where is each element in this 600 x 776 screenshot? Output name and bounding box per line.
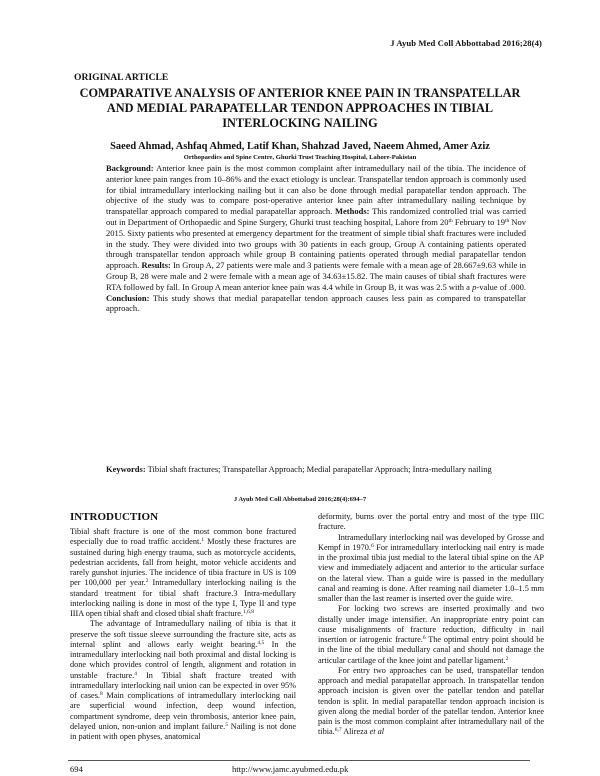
citation-superscript: 1,6,8 bbox=[242, 609, 254, 615]
abstract-results: In Group A, 27 patients were male and 3 patients were female with a mean age of 28.667±9.63 while in Group B, 28 were male and 2 were female with a mean age of 34.63±15.82. The main causes of tibial shaft fractures were RTA followed by fall. In Group A mean anterior knee pain was 4.4 while in Group B, it was was 2.5 with a bbox=[106, 260, 527, 292]
superscript: th bbox=[448, 217, 453, 224]
abstract-conclusion-label: Conclusion: bbox=[106, 292, 150, 303]
citation-superscript: 2 bbox=[145, 578, 149, 585]
abstract-background: Anterior knee pain is the most common complaint after intramedullary nail of the tibia. The incidence of anterior knee pain ranges from 10–86% and the exact etiology is unclear. Transpatellar tendon approach is commonly used for tibial intramedullary interlocking nailing but it can also be done through medial parapatellar tendon approach. The objective of the study was to compare post-operative anterior knee pain after intramedullary nailing technique by transpatellar approach compared to medial parapatellar approach. bbox=[106, 163, 527, 217]
citation-superscript: 6,7 bbox=[334, 727, 342, 734]
keywords bbox=[106, 464, 526, 475]
citation-superscript: 1 bbox=[201, 537, 205, 544]
body-paragraph: For entry two approaches can be used, transpatellar tendon approach and medial parapatellar approach. In transpatellar tendon approach incision is given over the patellar tendon and patellar tendon is split. In medial parapatellar tendon approach incision is given along the medial border of the patellar tendon. Anterior knee pain is the most common complaint after intramedullary nail of the tibia.$^{6,7}$ Alireza et al bbox=[318, 665, 544, 737]
article-type-label: ORIGINAL ARTICLE bbox=[74, 72, 169, 83]
body-paragraph: deformity, burns over the portal entry and most of the type IIIC fracture. bbox=[318, 512, 544, 532]
journal-url[interactable]: http://www.jamc.ayubmed.edu.pk bbox=[232, 764, 349, 774]
journal-header: J Ayub Med Coll Abbottabad 2016;28(4) bbox=[390, 38, 542, 48]
et-al-italic: et al bbox=[369, 727, 384, 737]
keywords-text: Tibial shaft fractures; Transpatellar Approach; Medial parapatellar Approach; Intra-medullary nailing bbox=[147, 464, 492, 474]
citation-superscript: 8 bbox=[100, 691, 103, 697]
article-title: COMPARATIVE ANALYSIS OF ANTERIOR KNEE PAIN IN TRANSPATELLAR AND MEDIAL PARAPATELLAR TENDON APPROACHES IN TIBIAL INTERLOCKING NAILING bbox=[79, 86, 521, 131]
citation-superscript: 6 bbox=[370, 542, 374, 549]
author-list: Saeed Ahmad, Ashfaq Ahmed, Latif Khan, Shahzad Javed, Naeem Ahmed, Amer Aziz bbox=[110, 141, 490, 152]
body-paragraph: For locking two screws are inserted proximally and two distally under image intensifier. An inappropriate entry point can cause misalignments of fracture reduction, difficulty in nail insertion or iatrogenic fracture.$^6$ The optimal entry point should be in the line of the tibial medullary canal and should not damage the articular cartilage of the knee joint and patellar ligament.$^2$ bbox=[318, 604, 544, 665]
keywords-label: Keywords: bbox=[106, 464, 146, 474]
introduction-paragraph: The advantage of Intramedullary nailing of tibia is that it preserve the soft tissue sleeve surrounding the fracture site, acts as internal splint and allows early weight bearing.$^{4,5}$ In the intramedullary interlocking nail both proximal and distal locking is done which provides control of length, alignment and rotation in unstable fracture.$^4$ In Tibial shaft fracture treated with intramedullary interlocking nail union can be expected in over 95% of cases.$^8$ Main complications of intramedullary interlocking nail are superficial wound infection, deep wound infection, compartment syndrome, deep vein thrombosis, anterior knee pain, delayed union, non-union and implant failure.$^5$ Nailing is not done in patient with open physes, anatomical bbox=[70, 619, 297, 741]
introduction-paragraph: Tibial shaft fracture is one of the most common bone fractured especially due to road traffic accident.$^1$ Mostly these fractures are sustained during high energy trauma, such as motorcycle accidents, pedestrian accidents, fall from height, motor vehicle accidents and rarely gunshot injuries. The incidence of tibia fracture in US is 109 per 100,000 per year.$^2$ Intramedullary interlocking nailing is the standard treatment for tibial shaft fracture.3 Intra-medullary interlocking nailing is done in most of the type I, Type II and type IIIA open tibial shaft and closed tibial shaft fracture.$^{1,6,8}$ bbox=[70, 527, 296, 618]
abstract-methods: Nov 2015. Sixty patients who presented at emergency department for the treatment of simple tibial shaft fractures were included in the study. They were divided into two groups with 30 patients in each group, Group A containing patients operated through transpatellar tendon approach while group B containing patients operated through medial parapatellar tendon approach. bbox=[106, 216, 527, 271]
abstract-conclusion: This study shows that medial parapatellar tendon approach causes less pain as compared to transpatellar approach. bbox=[106, 292, 526, 314]
introduction-heading: INTRODUCTION bbox=[70, 511, 159, 523]
abstract-methods-label: Methods: bbox=[335, 206, 370, 217]
abstract-results-label: Results: bbox=[141, 260, 171, 271]
author-affiliation: Orthopaedics and Spine Centre, Ghurki Trust Teaching Hospital, Lahore-Pakistan bbox=[183, 154, 417, 161]
abstract bbox=[106, 163, 526, 314]
article-citation: J Ayub Med Coll Abbottabad 2016;28(4):694–7 bbox=[233, 496, 367, 503]
left-column bbox=[70, 510, 296, 742]
citation-superscript: 5 bbox=[225, 721, 228, 728]
citation-superscript: 6 bbox=[422, 635, 426, 641]
citation-superscript: 2 bbox=[505, 655, 509, 662]
page-number: 694 bbox=[70, 764, 83, 774]
citation-superscript: 4 bbox=[134, 670, 137, 677]
footer-divider bbox=[68, 760, 530, 761]
superscript: th bbox=[504, 217, 510, 224]
abstract-methods: February to 19 bbox=[452, 216, 505, 227]
abstract-results: -value of .000. bbox=[476, 281, 527, 292]
citation-superscript: 4,5 bbox=[257, 639, 265, 646]
p-value-symbol: p bbox=[472, 281, 477, 292]
body-paragraph: Intramedullary interlocking nail was developed by Grosse and Kempf in 1970.$^6$ For intramedullary interlocking nail entry is made in the proximal tibia just medial to the lateral tibial spine on the AP view and immediately adjacent and anterior to the articular surface on the lateral view. Than a guide wire is passed in the medullary canal and reaming is done. After reaming nail diameter 1.0–1.5 mm smaller than the last reamer is inserted over the guide wire. bbox=[318, 532, 544, 603]
abstract-background-label: Background: bbox=[106, 163, 154, 173]
right-column bbox=[318, 512, 544, 738]
abstract-methods: This randomized controlled trial was carried out in Department of Orthopaedic and Spine Surgery, Ghurki trust teaching hospital, Lahore from 20 bbox=[106, 206, 526, 227]
